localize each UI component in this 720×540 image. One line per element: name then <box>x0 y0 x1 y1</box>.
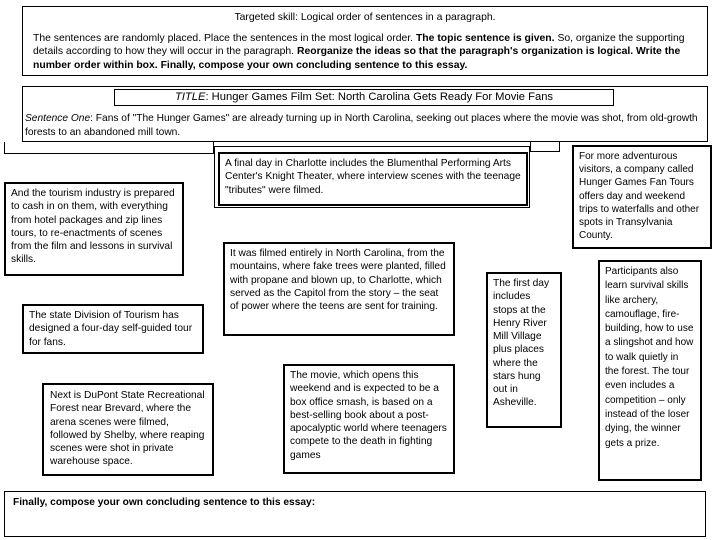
sentence-box-tourism[interactable] <box>4 182 184 276</box>
article-title <box>114 89 614 106</box>
sentence-charlotte-text: A final day in Charlotte includes the Blumenthal Performing Arts Center's Knight Theater, where interview scenes with the teenage "tributes" were filmed. <box>225 158 521 196</box>
sentence-box-participants[interactable] <box>598 260 702 481</box>
sentence-box-dupont[interactable] <box>42 383 214 476</box>
targeted-skill: Targeted skill: Logical order of sentences in a paragraph. <box>234 12 496 23</box>
sentence-filmed-text: It was filmed entirely in North Carolina, from the mountains, where fake trees were planted, filled with propane and blown up, to Charlotte, which served as the Capitol from the story – the seat of power where the teens are sent for training. <box>230 248 446 312</box>
frame-strip-left <box>4 142 214 154</box>
title-label: TITLE <box>174 91 206 103</box>
instructions-box <box>22 6 708 76</box>
sentence-box-adventurous[interactable] <box>572 145 712 249</box>
sentence-tourism-text: And the tourism industry is prepared to cash in on them, with everything from hotel packages and zip lines tours, to re-enactments of scenes from the film and lessons in survival skills. <box>11 188 175 266</box>
sentence-box-filmed[interactable] <box>223 242 455 336</box>
sentence-first-day-text: The first day includes stops at the Henry River Mill Village plus places where the stars hung out in Asheville. <box>493 278 550 409</box>
instructions-reorganize-note: Reorganize the ideas so that the paragraph's organization is logical. Write the number order within box. Finally, compose your own concluding sentence to this essay. <box>33 46 681 71</box>
sentence-box-division[interactable] <box>22 304 204 354</box>
concluding-sentence-label: Finally, compose your own concluding sentence to this essay: <box>13 497 316 508</box>
concluding-sentence-box[interactable] <box>4 491 706 537</box>
sentence-one-text: : Fans of "The Hunger Games" are already turning up in North Carolina, seeking out places where the movie was shot, from old-growth forests to an abandoned mill town. <box>25 113 698 138</box>
sentence-adventurous-text: For more adventurous visitors, a company called Hunger Games Fan Tours offers day and weekend trips to waterfalls and other spots in Transylvania County. <box>579 151 700 242</box>
instructions-topic-note: The topic sentence is given. <box>415 32 555 44</box>
title-text: : Hunger Games Film Set: North Carolina Gets Ready For Movie Fans <box>205 91 554 103</box>
sentence-box-charlotte[interactable] <box>218 152 528 206</box>
sentence-movie-text: The movie, which opens this weekend and is expected to be a box office smash, is based on a best-selling book about a post-apocalyptic world where teenagers compete to the death in fighting games <box>290 370 447 461</box>
sentence-one-label: Sentence One <box>25 113 91 124</box>
instructions-sentence-1: The sentences are randomly placed. Place the sentences in the most logical order. <box>33 32 414 44</box>
sentence-box-first-day[interactable] <box>486 272 562 428</box>
instructions-text <box>33 32 697 73</box>
frame-strip-right <box>530 142 560 152</box>
instructions-sentence-2: So, organize the supporting details according to how they will occur in the paragraph. <box>33 32 685 58</box>
sentence-participants-text: Participants also learn survival skills like archery, camouflage, fire-building, how to use a slingshot and how to walk quietly in the forest. The tour even includes a competition – only instead of the loser dying, the winner gets a prize. <box>605 266 694 449</box>
sentence-dupont-text: Next is DuPont State Recreational Forest near Brevard, where the arena scenes were filmed, followed by Shelby, where reaping scenes were shot in private warehouse space. <box>50 390 205 468</box>
sentence-one <box>25 112 701 140</box>
sentence-box-movie[interactable] <box>283 364 455 474</box>
sentence-division-text: The state Division of Tourism has designed a four-day self-guided tour for fans. <box>29 310 193 348</box>
